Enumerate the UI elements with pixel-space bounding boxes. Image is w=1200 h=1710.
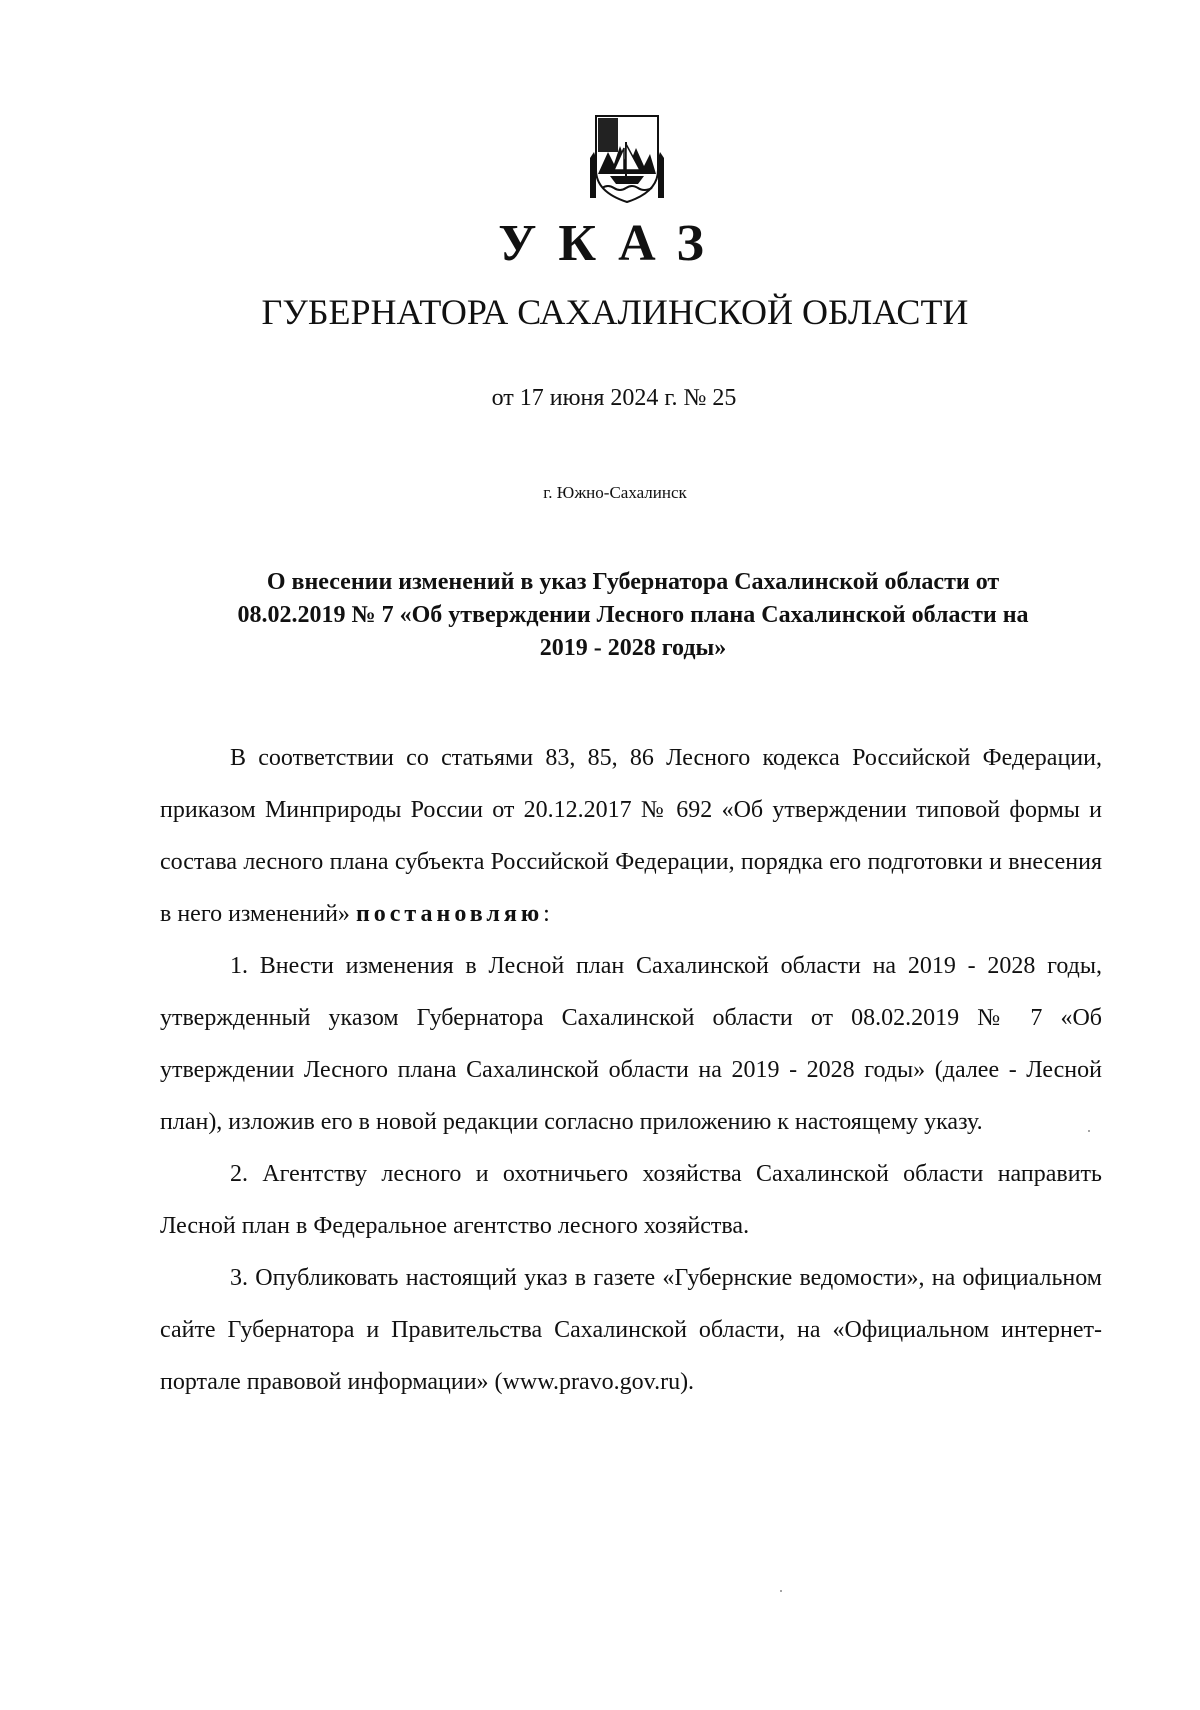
decree-date-number: от 17 июня 2024 г. № 25: [491, 385, 737, 411]
resolve-word: постановляю: [355, 901, 544, 927]
scan-speck: [780, 1590, 782, 1592]
sakhalin-coat-of-arms-icon: [588, 112, 666, 204]
decree-type-heading: УКАЗ: [498, 215, 726, 272]
preamble-text: В соответствии со статьями 83, 85, 86 Лесного кодекса Российской Федерации, приказом Минприроды России от 20.12.2017 № 692 «Об утверждении типовой формы и состава лесного плана субъекта Российской Федерации, порядка его подготовки и внесения в него изменений»: [160, 745, 1102, 927]
decree-item: 2. Агентству лесного и охотничьего хозяйства Сахалинской области направить Лесной план в Федеральное агентство лесного хозяйства.: [160, 1161, 1102, 1239]
subject-line: 2019 - 2028 годы»: [539, 635, 727, 661]
issuer-heading: ГУБЕРНАТОРА САХАЛИНСКОЙ ОБЛАСТИ: [261, 292, 969, 332]
preamble-paragraph: [160, 732, 1102, 940]
subject-line: О внесении изменений в указ Губернатора Сахалинской области от: [266, 569, 1000, 595]
decree-body: [160, 732, 1102, 1408]
decree-city: г. Южно-Сахалинск: [543, 483, 687, 502]
subject-line: 08.02.2019 № 7 «Об утверждении Лесного плана Сахалинской области на: [237, 602, 1029, 628]
decree-item: 3. Опубликовать настоящий указ в газете «Губернские ведомости», на официальном сайте Губернатора и Правительства Сахалинской области, на «Официальном интернет-портале правовой информации» (www.pravo.gov.ru).: [160, 1265, 1102, 1395]
decree-item: 1. Внести изменения в Лесной план Сахалинской области на 2019 - 2028 годы, утвержденный указом Губернатора Сахалинской области от 08.02.2019 № 7 «Об утверждении Лесного плана Сахалинской области на 2019 - 2028 годы» (далее - Лесной план), изложив его в новой редакции согласно приложению к настоящему указу.: [160, 953, 1102, 1135]
scan-speck: [1088, 1130, 1090, 1132]
decree-subject-title: [150, 566, 1116, 665]
resolve-colon: :: [543, 901, 550, 927]
